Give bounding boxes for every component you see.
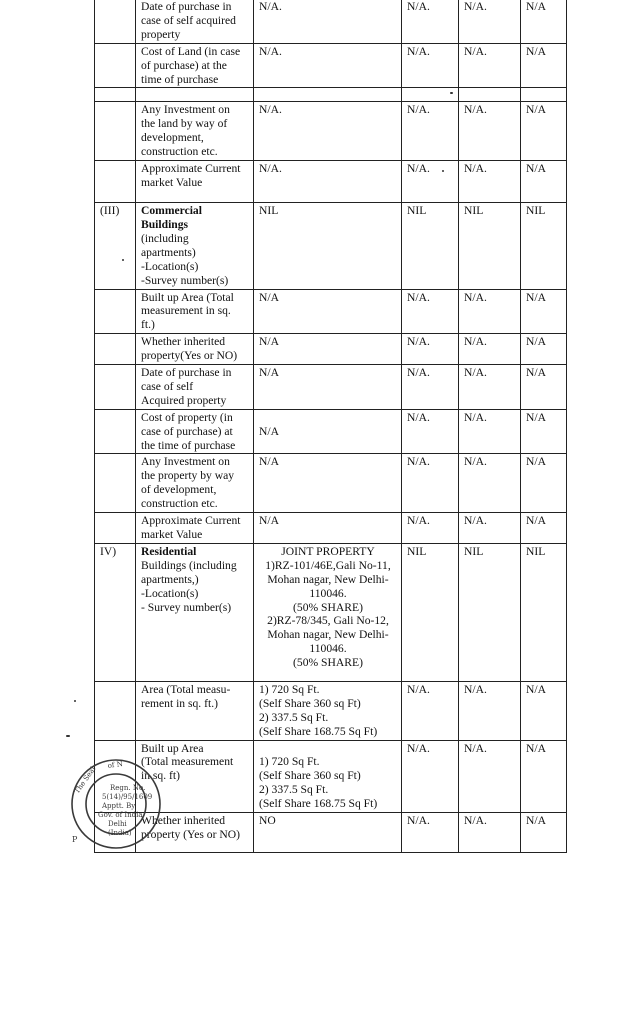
table-row: [95, 813, 567, 853]
item-detail-line: (50% SHARE): [293, 600, 363, 614]
table-row: [95, 0, 567, 43]
item-description-cell: [136, 740, 254, 813]
item-description-line: Approximate Current: [141, 162, 241, 176]
item-heading: Buildings: [141, 217, 189, 231]
value-cell-c3: N/A.: [402, 409, 459, 454]
item-description-cell: [136, 543, 254, 681]
scan-speck: [450, 92, 453, 94]
value-cell-c3: NIL: [402, 543, 459, 681]
scan-speck: [74, 700, 76, 702]
item-detail-line: 110046.: [309, 642, 347, 656]
value-cell-c3: N/A.: [402, 740, 459, 813]
item-detail-line: NIL: [259, 204, 279, 218]
item-detail-line: (Self Share 168.75 Sq Ft): [259, 724, 378, 738]
item-description-cell: [136, 43, 254, 88]
value-cell-c5: N/A: [521, 813, 567, 853]
item-description-line: development,: [141, 131, 204, 145]
value-cell-c4: N/A.: [459, 334, 521, 365]
value-cell-c5: NIL: [521, 203, 567, 289]
row-number-cell: [95, 102, 136, 161]
item-description-line: the time of purchase: [141, 438, 236, 452]
item-detail-cell: [254, 454, 402, 513]
table-row: [95, 513, 567, 544]
value-cell-c4: N/A.: [459, 102, 521, 161]
item-description-line: case of self acquired: [141, 13, 236, 27]
value-cell-c3: [402, 88, 459, 102]
item-description-line: (Total measurement: [141, 755, 234, 769]
item-description-line: Approximate Current: [141, 514, 241, 528]
item-detail-line: N/A: [259, 335, 279, 349]
item-detail-line: (50% SHARE): [293, 656, 363, 670]
item-detail-line: JOINT PROPERTY: [281, 544, 375, 558]
item-description-line: measurement in sq.: [141, 304, 231, 318]
item-detail-cell: [254, 43, 402, 88]
item-description-line: Built up Area (Total: [141, 290, 234, 304]
item-description-line: case of purchase) at: [141, 424, 233, 438]
value-cell-c3: NIL: [402, 203, 459, 289]
item-detail-line: N/A: [259, 290, 279, 304]
table-body: [95, 0, 567, 853]
value-cell-c4: N/A.: [459, 161, 521, 203]
row-number-cell: [95, 203, 136, 289]
item-detail-line: NO: [259, 814, 276, 828]
table-row: [95, 365, 567, 410]
table-row: [95, 409, 567, 454]
item-detail-line: Mohan nagar, New Delhi-: [267, 628, 389, 642]
item-description-cell: [136, 681, 254, 740]
value-cell-c4: [459, 88, 521, 102]
value-cell-c3: N/A.: [402, 0, 459, 43]
item-detail-line: (Self Share 360 sq Ft): [259, 696, 361, 710]
item-description-line: Whether inherited: [141, 335, 226, 349]
row-number-cell: [95, 0, 136, 43]
value-cell-c5: NIL: [521, 543, 567, 681]
item-detail-line: [259, 742, 397, 756]
item-heading: Commercial: [141, 204, 202, 218]
item-description-cell: [136, 334, 254, 365]
item-description-line: construction etc.: [141, 497, 218, 511]
table-row: [95, 43, 567, 88]
item-description-cell: [136, 513, 254, 544]
value-cell-c5: N/A: [521, 0, 567, 43]
value-cell-c4: N/A.: [459, 513, 521, 544]
item-description-cell: [136, 454, 254, 513]
item-detail-cell: [254, 365, 402, 410]
item-detail-line: N/A.: [259, 162, 282, 176]
asset-declaration-table: [94, 0, 567, 853]
row-number: IV): [100, 544, 117, 558]
row-number-cell: [95, 543, 136, 681]
item-description-cell: [136, 365, 254, 410]
value-cell-c5: N/A: [521, 102, 567, 161]
value-cell-c4: N/A.: [459, 0, 521, 43]
item-detail-line: 1)RZ-101/46E,Gali No-11,: [265, 558, 391, 572]
item-detail-line: (Self Share 168.75 Sq Ft): [259, 797, 378, 811]
item-detail-line: 110046.: [309, 586, 347, 600]
item-detail-line: 1) 720 Sq Ft.: [259, 755, 320, 769]
value-cell-c5: N/A: [521, 740, 567, 813]
item-description-line: in sq. ft): [141, 769, 180, 783]
svg-text:Delhi: Delhi: [108, 820, 127, 828]
item-description-line: Cost of property (in: [141, 410, 233, 424]
item-description-line: of development,: [141, 483, 217, 497]
svg-text:(India): (India): [108, 829, 132, 837]
scan-speck: [442, 170, 444, 172]
item-description-line: case of self: [141, 379, 194, 393]
item-description-line: property(Yes or NO): [141, 349, 238, 363]
row-number-cell: [95, 161, 136, 203]
svg-text:Regn. No.: Regn. No.: [110, 784, 146, 792]
value-cell-c5: N/A: [521, 365, 567, 410]
item-detail-line: N/A: [259, 514, 279, 528]
item-detail-cell: [254, 161, 402, 203]
row-number-cell: [95, 813, 136, 853]
row-number-cell: [95, 681, 136, 740]
row-number-cell: [95, 513, 136, 544]
table-row: [95, 161, 567, 203]
table-row: [95, 740, 567, 813]
item-description-line: Cost of Land (in case: [141, 44, 241, 58]
value-cell-c3: N/A.: [402, 513, 459, 544]
item-description-line: Area (Total measu-: [141, 682, 231, 696]
value-cell-c3: N/A.: [402, 365, 459, 410]
item-description-line: Built up Area: [141, 741, 204, 755]
value-cell-c3: N/A.: [402, 161, 459, 203]
item-description-line: property: [141, 27, 181, 41]
scan-speck: [122, 259, 124, 261]
value-cell-c4: NIL: [459, 543, 521, 681]
item-detail-cell: [254, 102, 402, 161]
value-cell-c5: N/A: [521, 681, 567, 740]
table-row: [95, 88, 567, 102]
item-detail-line: [259, 411, 397, 425]
value-cell-c4: N/A.: [459, 813, 521, 853]
value-cell-c5: N/A: [521, 289, 567, 334]
item-description-line: -Location(s): [141, 259, 199, 273]
item-detail-cell: [254, 813, 402, 853]
item-description-line: (including: [141, 231, 189, 245]
table-row: [95, 334, 567, 365]
svg-text:Gov. of India: Gov. of India: [98, 811, 143, 819]
value-cell-c3: N/A.: [402, 813, 459, 853]
item-description-cell: [136, 289, 254, 334]
item-description-line: rement in sq. ft.): [141, 696, 218, 710]
item-description-line: Buildings (including: [141, 558, 237, 572]
item-description-cell: [136, 102, 254, 161]
value-cell-c3: N/A.: [402, 454, 459, 513]
item-description-line: -Survey number(s): [141, 273, 229, 287]
table-row: [95, 454, 567, 513]
item-detail-cell: [254, 0, 402, 43]
value-cell-c3: N/A.: [402, 102, 459, 161]
item-description-line: market Value: [141, 528, 203, 541]
item-description-cell: [136, 203, 254, 289]
value-cell-c5: N/A: [521, 454, 567, 513]
item-detail-line: N/A: [259, 424, 279, 438]
value-cell-c5: N/A: [521, 334, 567, 365]
item-detail-line: Mohan nagar, New Delhi-: [267, 572, 389, 586]
item-description-cell: [136, 409, 254, 454]
item-description-line: apartments,): [141, 572, 199, 586]
item-description-line: -Location(s): [141, 586, 199, 600]
value-cell-c3: N/A.: [402, 681, 459, 740]
item-detail-line: 2) 337.5 Sq Ft.: [259, 710, 329, 724]
table-row: [95, 543, 567, 681]
item-description-line: of purchase) at the: [141, 58, 227, 72]
item-detail-cell: [254, 203, 402, 289]
row-number-cell: [95, 289, 136, 334]
row-number-cell: [95, 334, 136, 365]
value-cell-c4: N/A.: [459, 365, 521, 410]
value-cell-c4: N/A.: [459, 409, 521, 454]
svg-text:5(14)/95/1609: 5(14)/95/1609: [102, 793, 153, 801]
value-cell-c4: N/A.: [459, 681, 521, 740]
row-number-cell: [95, 454, 136, 513]
value-cell-c5: N/A: [521, 43, 567, 88]
item-detail-cell: [254, 740, 402, 813]
value-cell-c3: N/A.: [402, 43, 459, 88]
item-detail-line: N/A: [259, 366, 279, 380]
item-description-line: Date of purchase in: [141, 0, 232, 13]
item-description-line: time of purchase: [141, 72, 219, 86]
item-detail-cell: [254, 88, 402, 102]
item-detail-line: N/A.: [259, 44, 282, 58]
item-description-line: Acquired property: [141, 393, 227, 407]
svg-text:of N: of N: [107, 759, 124, 770]
item-description-cell: [136, 0, 254, 43]
item-detail-cell: [254, 334, 402, 365]
item-detail-line: N/A.: [259, 0, 282, 13]
value-cell-c4: N/A.: [459, 740, 521, 813]
item-description-cell: [136, 161, 254, 203]
item-description-line: market Value: [141, 175, 203, 189]
scan-speck: [66, 735, 70, 737]
item-description-line: Whether inherited: [141, 814, 226, 828]
item-description-line: apartments): [141, 245, 196, 259]
value-cell-c4: N/A.: [459, 454, 521, 513]
item-detail-line: 1) 720 Sq Ft.: [259, 682, 320, 696]
item-detail-line: 2)RZ-78/345, Gali No-12,: [267, 614, 389, 628]
item-description-line: Any Investment on: [141, 455, 230, 469]
item-description-cell: [136, 813, 254, 853]
table-row: [95, 681, 567, 740]
value-cell-c5: N/A: [521, 513, 567, 544]
item-detail-line: N/A: [259, 455, 279, 469]
svg-text:P: P: [72, 835, 78, 844]
item-description-line: Date of purchase in: [141, 366, 232, 380]
svg-text:The Seal: The Seal: [73, 765, 98, 796]
item-description-line: - Survey number(s): [141, 600, 232, 614]
row-number-cell: [95, 88, 136, 102]
value-cell-c4: N/A.: [459, 289, 521, 334]
table-row: [95, 289, 567, 334]
item-detail-cell: [254, 543, 402, 681]
item-description-line: the land by way of: [141, 117, 228, 131]
row-number-cell: [95, 409, 136, 454]
row-number-cell: [95, 365, 136, 410]
item-detail-line: N/A.: [259, 103, 282, 117]
item-detail-cell: [254, 289, 402, 334]
item-description-line: construction etc.: [141, 145, 218, 159]
item-detail-cell: [254, 681, 402, 740]
row-number-cell: [95, 43, 136, 88]
item-detail-line: 2) 337.5 Sq Ft.: [259, 783, 329, 797]
item-detail-line: (Self Share 360 sq Ft): [259, 769, 361, 783]
table-row: [95, 102, 567, 161]
item-description-line: Any Investment on: [141, 103, 230, 117]
value-cell-c5: N/A: [521, 409, 567, 454]
value-cell-c5: N/A: [521, 161, 567, 203]
value-cell-c3: N/A.: [402, 289, 459, 334]
item-detail-cell: [254, 409, 402, 454]
item-heading: Residential: [141, 544, 197, 558]
value-cell-c4: N/A.: [459, 43, 521, 88]
value-cell-c4: NIL: [459, 203, 521, 289]
item-description-cell: [136, 88, 254, 102]
row-number-cell: [95, 740, 136, 813]
item-description-line: property (Yes or NO): [141, 827, 240, 841]
item-description-line: ft.): [141, 318, 155, 332]
svg-text:Apptt. By: Apptt. By: [102, 802, 136, 810]
item-description-line: the property by way: [141, 469, 235, 483]
item-detail-cell: [254, 513, 402, 544]
row-number: (III): [100, 204, 120, 218]
table-row: [95, 203, 567, 289]
value-cell-c3: N/A.: [402, 334, 459, 365]
value-cell-c5: [521, 88, 567, 102]
